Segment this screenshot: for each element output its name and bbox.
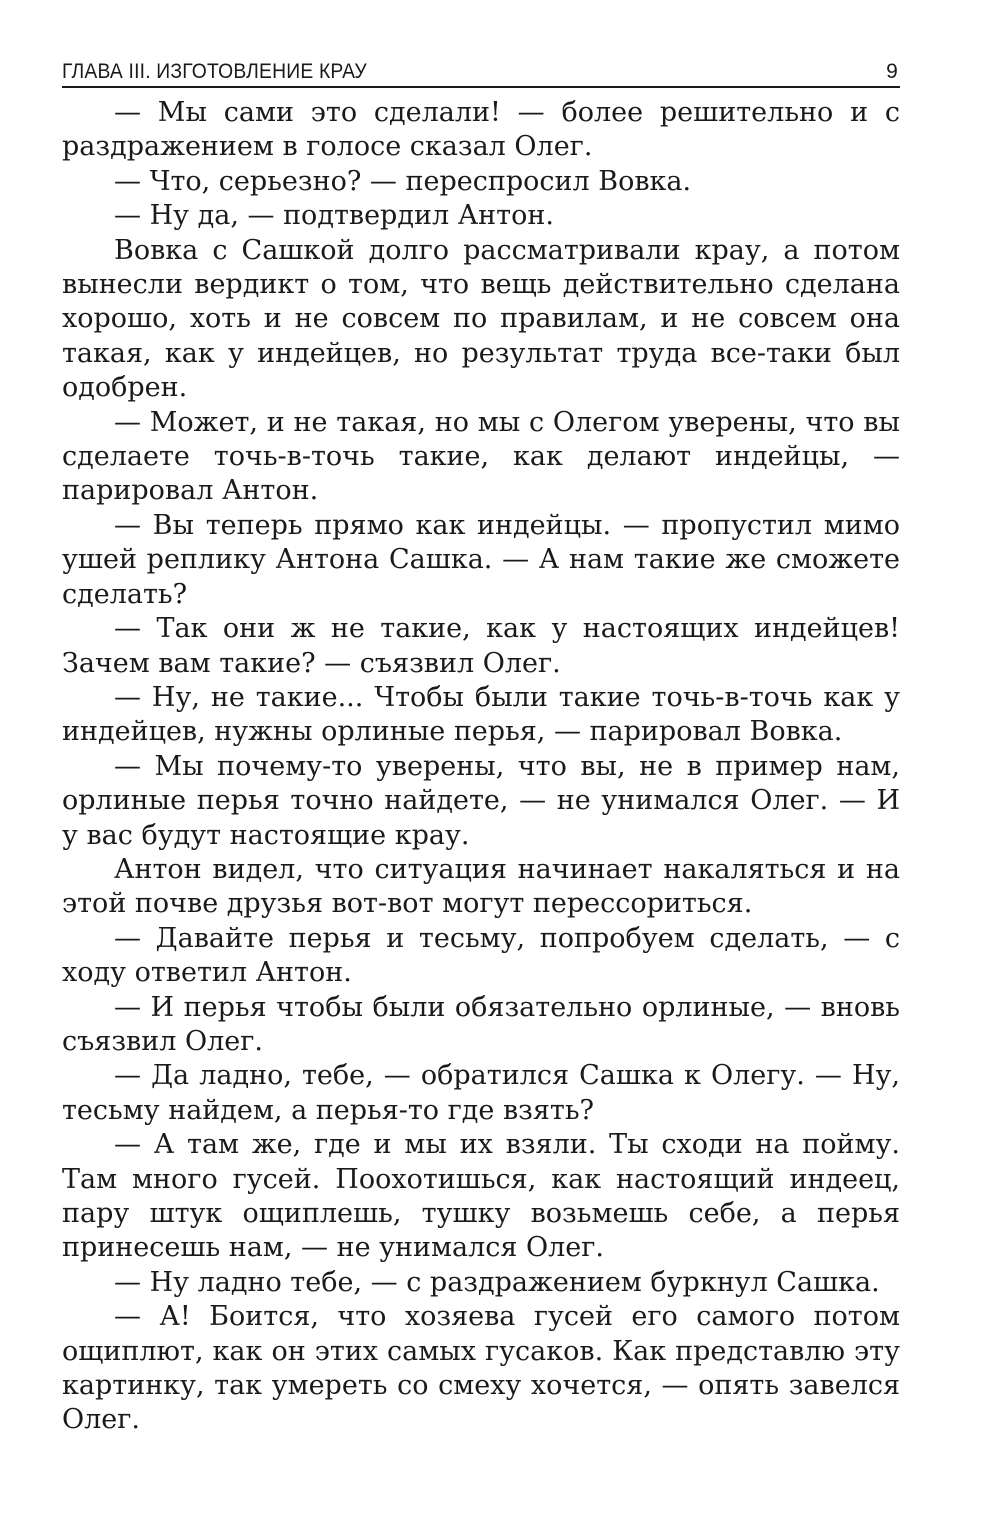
chapter-title: ГЛАВА III. ИЗГОТОВЛЕНИЕ КРАУ — [62, 60, 367, 83]
paragraph: — Ну ладно тебе, — с раздражением буркнул Сашка. — [114, 1266, 880, 1298]
paragraph: — Мы сами это сделали! — более решительно и с раздражением в голосе сказал Олег. — [62, 97, 900, 163]
paragraph: — Может, и не такая, но мы с Олегом уверены, что вы сделаете точь-в-точь такие, как делают индейцы, — парировал Антон. — [62, 406, 900, 507]
paragraph: — Так они ж не такие, как у настоящих индейцев! Зачем вам такие? — съязвил Олег. — [62, 613, 900, 679]
paragraph: — Да ладно, тебе, — обратился Сашка к Олегу. — Ну, тесьму найдем, а перья-то где взять? — [62, 1060, 900, 1126]
paragraph: — Что, серьезно? — переспросил Вовка. — [114, 165, 692, 197]
book-page — [62, 56, 900, 1438]
paragraph: — Вы теперь прямо как индейцы. — пропустил мимо ушей реплику Антона Сашка. — А нам такие же сможете сделать? — [62, 509, 900, 610]
paragraph: — Ну, не такие... Чтобы были такие точь-в-точь как у индейцев, нужны орлиные перья, — парировал Вовка. — [62, 681, 900, 748]
body-text — [62, 96, 900, 1438]
paragraph: Антон видел, что ситуация начинает накаляться и на этой почве друзья вот-вот могут перессориться. — [62, 853, 900, 920]
paragraph: — Мы почему-то уверены, что вы, не в пример нам, орлиные перья точно найдете, — не унимался Олег. — И у вас будут настоящие крау. — [62, 750, 900, 851]
paragraph: — Давайте перья и тесьму, попробуем сделать, — с ходу ответил Антон. — [62, 922, 900, 989]
paragraph: — А! Боится, что хозяева гусей его самого потом ощиплют, как он этих самых гусаков. Как представлю эту картинку, так умереть со смеху хочется, — опять завелся Олег. — [62, 1301, 900, 1436]
paragraph: Вовка с Сашкой долго рассматривали крау, а потом вынесли вердикт о том, что вещь действительно сделана хорошо, хоть и не совсем по правилам, и не совсем она такая, как у индейцев, но результат труда все-таки был одобрен. — [62, 234, 900, 404]
running-header — [62, 56, 900, 88]
page-number: 9 — [886, 60, 898, 83]
paragraph: — Ну да, — подтвердил Антон. — [114, 200, 554, 232]
paragraph: — И перья чтобы были обязательно орлиные, — вновь съязвил Олег. — [62, 991, 900, 1057]
paragraph: — А там же, где и мы их взяли. Ты сходи на пойму. Там много гусей. Поохотишься, как настоящий индеец, пару штук ощиплешь, тушку возьмешь себе, а перья принесешь нам, — не унимался Олег. — [62, 1129, 900, 1264]
